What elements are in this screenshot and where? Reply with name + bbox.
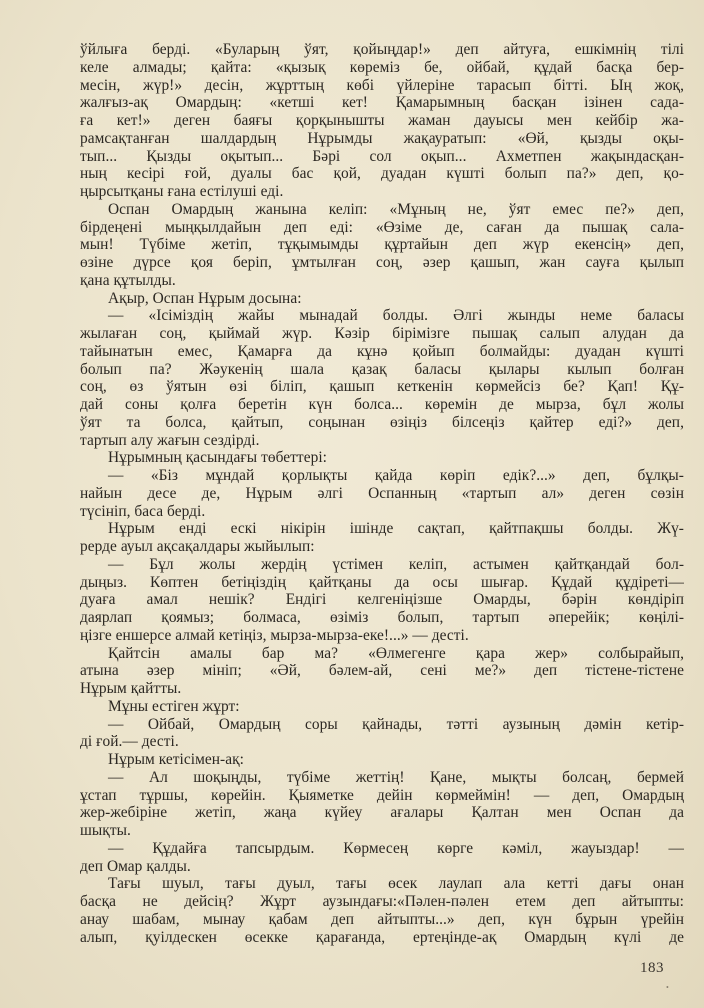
text-line: Қайтсін амалы бар ма? «Өлмегенге қара жер» солбырайып, <box>108 644 684 662</box>
text-line: Нұрым қайтты. <box>80 680 182 697</box>
text-line: жалғыз-ақ Омардың: «кетші кет! Қамарымның басқан ізінен сада- <box>80 94 684 112</box>
body-text <box>80 41 684 946</box>
text-line: қана құтылды. <box>80 271 176 289</box>
text-line: соң, өз ўятын өзі біліп, қашып кеткенін көрмейсіз бе? Қап! Құ- <box>80 378 684 396</box>
text-line: тып... Қызды оқытып... Бәрі сол оқып... Ахметпен жақындасқан- <box>80 147 684 165</box>
text-line: тартып алу жағын сездірді. <box>80 431 260 449</box>
text-line: тайынатын емес, Қамарға да кұнә қойып болмайды: дуадан күшті <box>80 342 684 360</box>
text-line: ўйлыға берді. «Буларың ўят, қойыңдар!» деп айтуға, ешкімнің тілі <box>80 41 684 58</box>
text-line: ның кесірі ғой, дуалы бас қой, дуадан күшті болып па?» деп, қо- <box>80 165 684 183</box>
text-line: — Ал шоқыңды, түбіме жеттің! Қане, мықты болсаң, бермей <box>108 768 684 786</box>
text-line: ңізге еншерсе алмай кетіңіз, мырза-мырза-еке!...» — десті. <box>80 626 469 644</box>
text-line: басқа не дейсің? Жұрт аузындағы:«Пәлен-пәлен етем деп айтыпты: <box>80 893 684 910</box>
text-line: Мұны естіген жұрт: <box>108 697 240 715</box>
text-line: атына әзер мініп; «Әй, бәлем-ай, сені ме?» деп тістене-тістене <box>80 662 684 680</box>
text-line: алып, қуілдескен өсекке қарағанда, ертеңінде-ақ Омардың күлі де <box>80 928 684 946</box>
text-line: дуаға амал нешік? Ендігі келгеніңізше Омарды, бәрін көндіріп <box>80 591 684 609</box>
page-number: 183 <box>640 960 664 976</box>
text-line: рерде ауыл ақсақалдары жыйылып: <box>80 538 315 555</box>
text-line: түсініп, баса берді. <box>80 502 206 520</box>
text-line: — Бұл жолы жердің үстімен келіп, астымен қайтқандай бол- <box>108 555 684 573</box>
text-line: келе алмады; қайта: «қызық көреміз бе, ойбай, құдай басқа бер- <box>80 58 684 76</box>
text-line: найын десе де, Нұрым әлгі Оспанның «тартып ал» деген сөзін <box>80 484 684 502</box>
text-line: — «Біз мұндай қорлықты қайда көріп едік?...» деп, бұлқы- <box>108 467 684 484</box>
text-line: Нұрым енді ескі нікірін ішінде сақтап, қайтпақшы болды. Жү- <box>108 520 684 538</box>
text-line: дыңыз. Көптен бетіңіздің қайтқаны да осы шығар. Құдай құдіреті— <box>80 573 684 591</box>
text-line: месін, жүр!» десін, жұрттың көбі үйлеріне тарасып бітті. Ың жоқ, <box>80 76 684 94</box>
text-line: — Ойбай, Омардың соры қайнады, тәтті аузының дәмін кетір- <box>108 715 684 733</box>
text-line: ңырсытқаны ғана естілуші еді. <box>80 183 284 200</box>
text-line: шықты. <box>80 822 131 839</box>
text-line: деп Омар қалды. <box>80 857 191 875</box>
text-line: жер-жебіріне жетіп, жаңа күйеу ағалары Қалтан мен Оспан да <box>80 804 684 822</box>
text-line: ұстап тұршы, көрейін. Қыяметке дейін көрмеймін! — деп, Омардың <box>80 786 684 804</box>
text-line: Тағы шуыл, тағы дуыл, тағы өсек лаулап ала кетті дағы онан <box>108 875 684 893</box>
text-line: ўят та болса, қайтып, соңынан өзіңіз білсеңіз қайтер еді?» деп, <box>80 413 684 431</box>
text-line: ға кет!» деген баяғы қорқынышты жаман дауысы мен кейбір жа- <box>80 112 684 129</box>
page-mark: • <box>666 983 669 992</box>
text-line: — «Ісіміздің жайы мынадай болды. Әлгі жынды неме баласы <box>108 307 684 325</box>
text-line: Нұрым кетісімен-ақ: <box>108 751 244 768</box>
text-line: ді ғой.— десті. <box>80 733 179 751</box>
text-line: бірдеңені мыңқылдайын деп еді: «Өзіме де, саған да пышақ сала- <box>80 218 684 236</box>
text-line: Ақыр, Оспан Нұрым досына: <box>108 289 302 307</box>
text-line: Нұрымның қасындағы төбеттері: <box>108 449 327 467</box>
text-line: даярлап қоямыз; болмаса, өзіміз болып, тартып әперейік; көңілі- <box>80 609 684 626</box>
text-line: мын! Түбіме жетіп, тұқымымды құртайын деп жүр екенсің» деп, <box>80 236 684 254</box>
text-line: — Құдайға тапсырдым. Көрмесең көрге кәміл, жауыздар! — <box>108 839 684 857</box>
text-line: рамсақтанған шалдардың Нұрымды жақауратып: «Өй, қызды оқы- <box>80 129 684 147</box>
text-line: өзіне дүрсе қоя беріп, ұмтылған соң, әзер қашып, жан сауға қылып <box>80 254 684 271</box>
text-line: жылаған соң, қыймай жүр. Кәзір бірімізге пышақ салып алудан да <box>80 325 684 342</box>
text-line: болып па? Жәукенің шала қазақ баласы қылары кылып болған <box>80 360 684 378</box>
text-line: анау шабам, мынау қабам деп айтыпты...» деп, күн бұрын үрейін <box>80 910 684 928</box>
text-line: Оспан Омардың жанына келіп: «Мұның не, ўят емес пе?» деп, <box>108 200 684 218</box>
text-line: дай соны қолға беретін күн болса... көремін де мырза, бұл жолы <box>80 396 684 413</box>
